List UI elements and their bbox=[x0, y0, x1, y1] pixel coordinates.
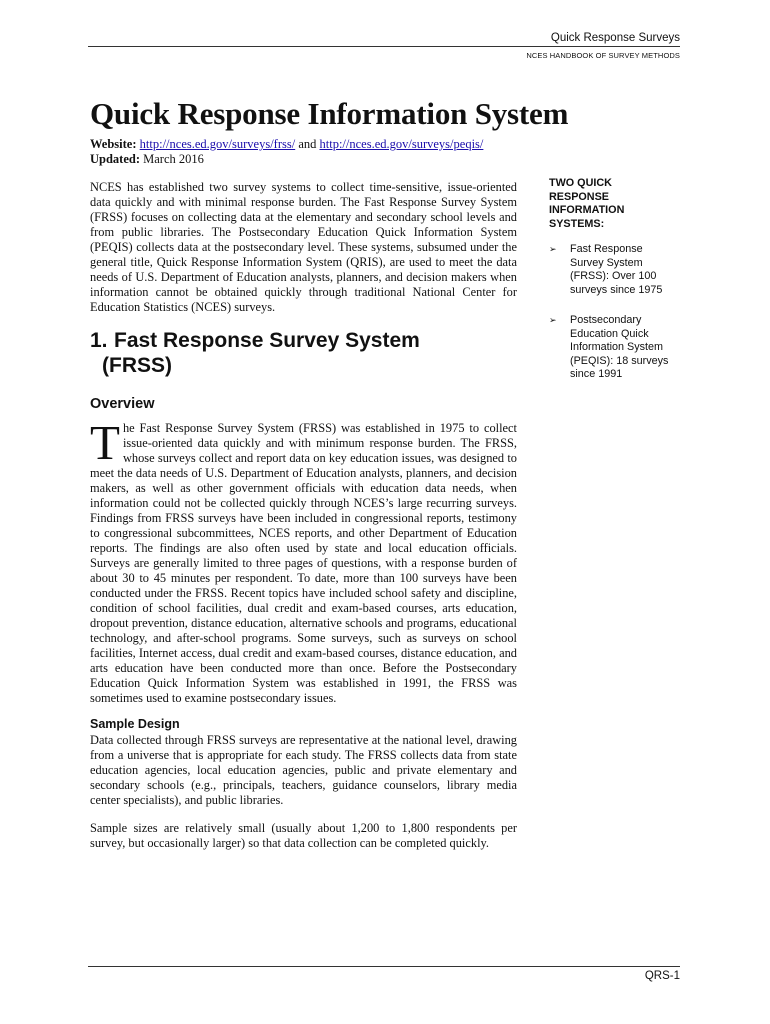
overview-section bbox=[90, 415, 517, 706]
sample-design-paragraph-1: Data collected through FRSS surveys are representative at the national level, drawing from a universe that is appropriate for each study. The FRSS collects data from state education agencies, local education agencies, public and private elementary and secondary schools (e.g., principals, teachers, guidance counselors, library media center specialists), and public libraries. bbox=[90, 733, 517, 807]
updated-line bbox=[90, 152, 204, 167]
arrow-bullet-icon: ➢ bbox=[549, 244, 557, 254]
updated-date: March 2016 bbox=[143, 152, 204, 166]
footer-divider bbox=[88, 966, 680, 967]
sample-design-heading: Sample Design bbox=[90, 717, 180, 731]
page-title: Quick Response Information System bbox=[90, 96, 569, 131]
overview-paragraph bbox=[90, 415, 517, 706]
sample-design-paragraph-2: Sample sizes are relatively small (usually about 1,200 to 1,800 respondents per survey, but occasionally larger) so that data collection can be completed quickly. bbox=[90, 821, 517, 850]
overview-heading: Overview bbox=[90, 396, 155, 412]
sidebar-callout bbox=[549, 177, 689, 399]
intro-paragraph: NCES has established two survey systems to collect time-sensitive, issue-oriented data quickly and with minimal response burden. The Fast Response Survey System (FRSS) focuses on collecting data at the elementary and secondary school levels and from public libraries. The Postsecondary Education Quick Information System (PEQIS) collects data at the postsecondary level. These systems, subsumed under the general title, Quick Response Information System (QRIS), are used to meet the data needs of U.S. Department of Education analysts, planners, and decision makers when information cannot be obtained quickly through traditional National Center for Education Statistics (NCES) surveys. bbox=[90, 180, 517, 314]
arrow-bullet-icon: ➢ bbox=[549, 315, 557, 325]
website-line bbox=[90, 137, 483, 152]
sidebar-item-peqis bbox=[549, 314, 670, 382]
section-title-line1: Fast Response Survey System bbox=[114, 329, 420, 352]
section-title-line2: (FRSS) bbox=[102, 354, 172, 377]
updated-label: Updated: bbox=[90, 152, 141, 166]
drop-cap: T bbox=[90, 415, 120, 470]
page-number: QRS-1 bbox=[644, 970, 680, 982]
link-separator: and bbox=[295, 137, 320, 151]
sidebar-item-text: Fast Response Survey System (FRSS): Over 100 surveys since 1975 bbox=[570, 243, 663, 296]
sidebar-heading: TWO QUICK RESPONSE INFORMATION SYSTEMS: bbox=[549, 177, 625, 230]
running-header-handbook: NCES HANDBOOK OF SURVEY METHODS bbox=[526, 51, 680, 60]
sidebar-item-frss bbox=[549, 243, 670, 297]
section-heading-frss bbox=[90, 328, 530, 378]
header-divider bbox=[88, 46, 680, 47]
frss-link[interactable]: http://nces.ed.gov/surveys/frss/ bbox=[139, 137, 296, 151]
running-header-title: Quick Response Surveys bbox=[550, 32, 680, 44]
section-number: 1. bbox=[90, 329, 108, 352]
overview-text: he Fast Response Survey System (FRSS) was established in 1975 to collect issue-oriented data quickly and with minimum response burden. The FRSS, whose surveys collect and report data on key education issues, was designed to meet the data needs of U.S. Department of Education analysts, planners, and decision makers, as well as other government officials with education data needs, when information could not be collected quickly through NCES’s large recurring surveys. Findings from FRSS surveys have been included in congressional reports, testimony to congressional subcommittees, NCES reports, and other Department of Education reports. The findings are also often used by state and local education officials. Surveys are generally limited to three pages of questions, with a response burden of about 30 to 45 minutes per respondent. To date, more than 100 surveys have been conducted under the FRSS. Recent topics have included school safety and discipline, condition of school facilities, dual credit and exam-based courses, arts education, dropout prevention, distance education, alternative schools and programs, educational technology, and after-school programs. Some surveys, such as surveys on school facilities, Internet access, dual credit and exam-based courses, distance education, and arts education have been conducted more than once. Before the Postsecondary Education Quick Information System was established in 1991, the FRSS was sometimes used to examine postsecondary issues. bbox=[90, 421, 517, 705]
sidebar-item-text: Postsecondary Education Quick Information System (PEQIS): 18 surveys since 1991 bbox=[570, 314, 669, 380]
website-label: Website: bbox=[90, 137, 137, 151]
peqis-link[interactable]: http://nces.ed.gov/surveys/peqis/ bbox=[319, 137, 484, 151]
